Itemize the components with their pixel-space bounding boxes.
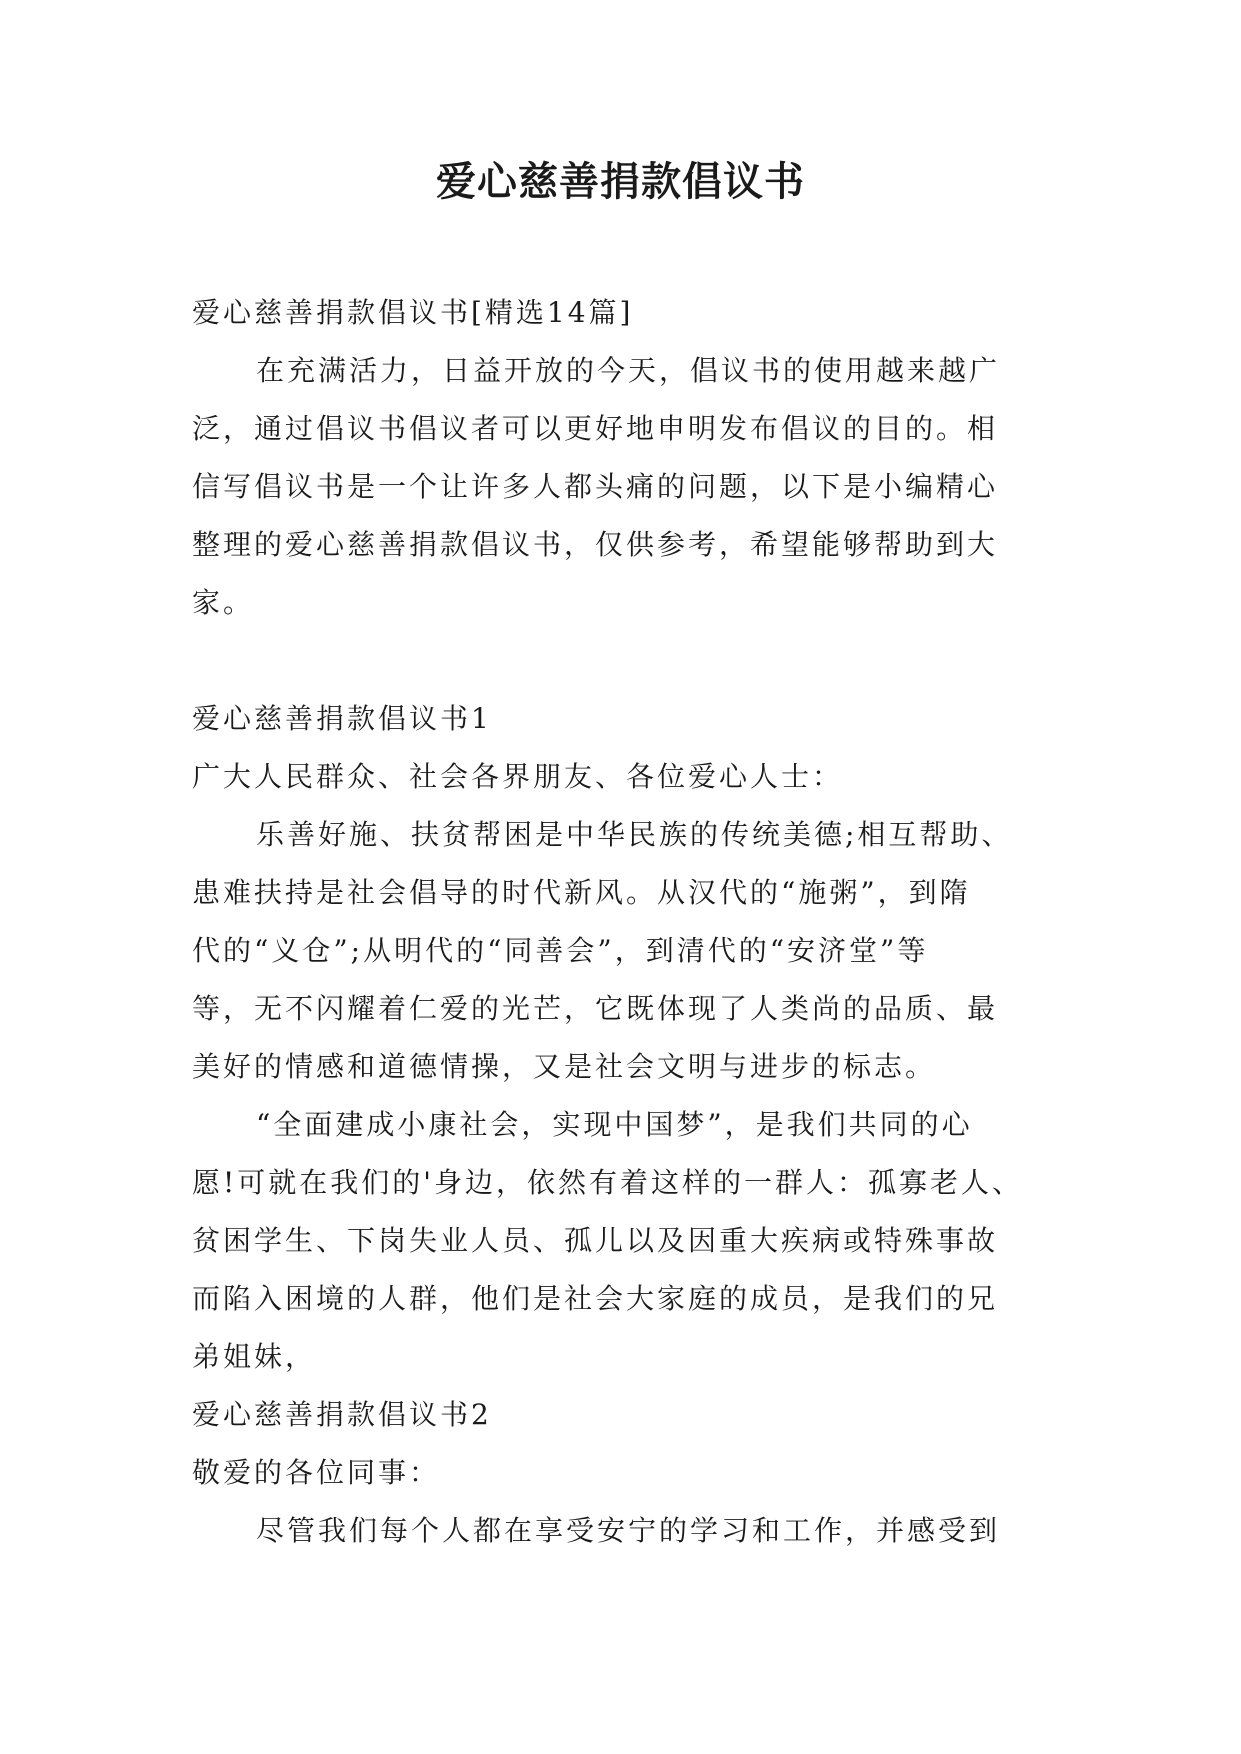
intro-line: 信写倡议书是一个让许多人都头痛的问题，以下是小编精心 — [192, 470, 999, 503]
body-line: 而陷入困境的人群，他们是社会大家庭的成员，是我们的兄 — [192, 1282, 999, 1315]
salutation-line: 广大人民群众、社会各界朋友、各位爱心人士： — [192, 760, 844, 793]
body-line: 弟姐妹， — [192, 1340, 317, 1373]
subtitle-line: 爱心慈善捐款倡议书[精选14篇] — [192, 296, 634, 329]
intro-line: 泛，通过倡议书倡议者可以更好地申明发布倡议的目的。相 — [192, 412, 999, 445]
blank-line — [192, 632, 1062, 690]
body-line: 尽管我们每个人都在享受安宁的学习和工作，并感受到 — [256, 1514, 1001, 1547]
body-line: 愿!可就在我们的'身边，依然有着这样的一群人：孤寡老人、 — [192, 1166, 1023, 1199]
intro-line: 在充满活力，日益开放的今天，倡议书的使用越来越广 — [256, 354, 1001, 387]
intro-line: 家。 — [192, 586, 255, 619]
salutation-line: 敬爱的各位同事： — [192, 1456, 441, 1489]
document-title: 爱心慈善捐款倡议书 — [436, 159, 805, 205]
body-line: 美好的情感和道德情操，又是社会文明与进步的标志。 — [192, 1050, 937, 1083]
section-heading-1: 爱心慈善捐款倡议书1 — [192, 702, 492, 735]
body-line: 等，无不闪耀着仁爱的光芒，它既体现了人类尚的品质、最 — [192, 992, 999, 1025]
section-heading-2: 爱心慈善捐款倡议书2 — [192, 1398, 492, 1431]
document-body — [192, 284, 1062, 1560]
body-line: 患难扶持是社会倡导的时代新风。从汉代的“施粥”，到隋 — [192, 876, 971, 909]
body-line: 贫困学生、下岗失业人员、孤儿以及因重大疾病或特殊事故 — [192, 1224, 999, 1257]
body-line: 代的“义仓”;从明代的“同善会”，到清代的“安济堂”等 — [192, 934, 929, 967]
body-line: 乐善好施、扶贫帮困是中华民族的传统美德;相互帮助、 — [256, 818, 1013, 851]
intro-line: 整理的爱心慈善捐款倡议书，仅供参考，希望能够帮助到大 — [192, 528, 999, 561]
body-line: “全面建成小康社会，实现中国梦”，是我们共同的心 — [256, 1108, 973, 1141]
